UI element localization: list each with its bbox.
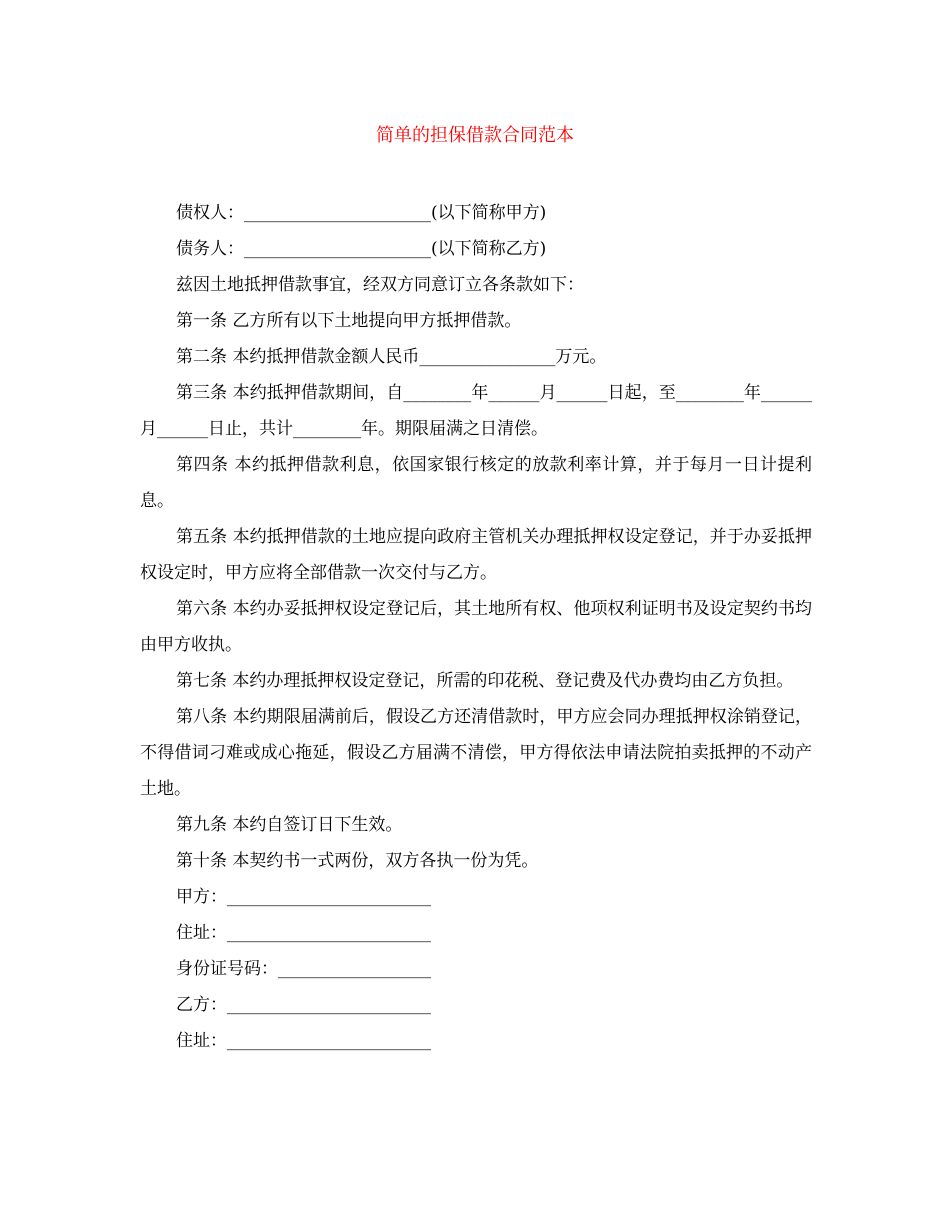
document-title: 简单的担保借款合同范本: [376, 125, 574, 146]
party-a-signature-line: 甲方：________________________: [176, 887, 431, 907]
id-number-line: 身份证号码：__________________: [176, 959, 431, 979]
article-10: 第十条 本契约书一式两份，双方各执一份为凭。: [176, 851, 539, 871]
contract-body: [140, 195, 812, 1059]
article-5: 第五条 本约抵押借款的土地应提向政府主管机关办理抵押权设定登记，并于办妥抵押权设定时，甲方应将全部借款一次交付与乙方。: [140, 527, 812, 583]
party-b-address-line: 住址：________________________: [176, 1031, 431, 1051]
intro-paragraph: 兹因土地抵押借款事宜，经双方同意订立各条款如下：: [176, 275, 584, 295]
party-b-signature-line: 乙方：________________________: [176, 995, 431, 1015]
article-6: 第六条 本约办妥抵押权设定登记后，其土地所有权、他项权利证明书及设定契约书均由甲方收执。: [140, 599, 812, 655]
article-9: 第九条 本约自签订日下生效。: [176, 815, 403, 835]
article-3: 第三条 本约抵押借款期间，自________年______月______日起，至________年______月______日止，共计________年。期限届满之日清偿。: [140, 383, 812, 439]
creditor-line: 债权人：______________________(以下简称甲方): [176, 203, 547, 223]
article-1: 第一条 乙方所有以下土地提向甲方抵押借款。: [176, 311, 522, 331]
article-4: 第四条 本约抵押借款利息，依国家银行核定的放款利率计算，并于每月一日计提利息。: [140, 455, 812, 511]
party-a-address-line: 住址：________________________: [176, 923, 431, 943]
article-2: 第二条 本约抵押借款金额人民币________________万元。: [176, 347, 607, 367]
article-7: 第七条 本约办理抵押权设定登记，所需的印花税、登记费及代办费均由乙方负担。: [176, 671, 794, 691]
article-8: 第八条 本约期限届满前后，假设乙方还清借款时，甲方应会同办理抵押权涂销登记，不得借词刁难或成心拖延，假设乙方届满不清偿，甲方得依法申请法院拍卖抵押的不动产土地。: [140, 707, 812, 799]
debtor-line: 债务人：______________________(以下简称乙方): [176, 239, 547, 259]
